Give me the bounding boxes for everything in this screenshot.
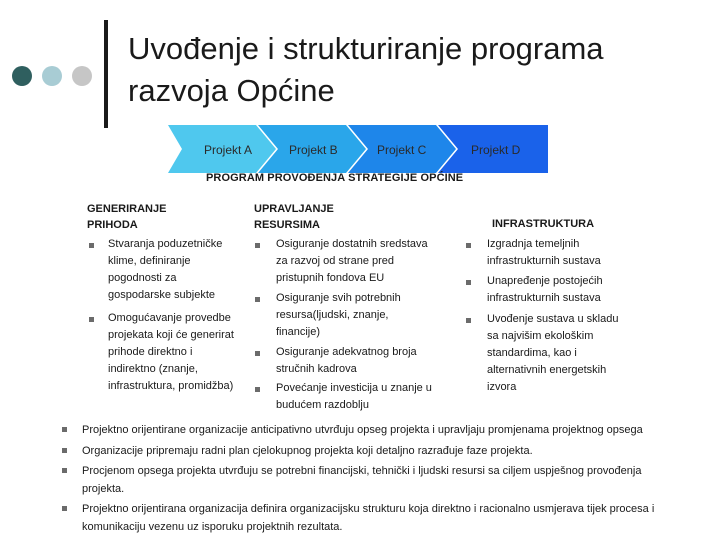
bullet-marker — [255, 351, 260, 356]
bullet-marker — [466, 243, 471, 248]
page-title — [128, 28, 604, 112]
col2-item-3 — [276, 344, 456, 378]
bottom-bullet-2-line: Organizacije pripremaju radni plan cjelokupnog projekta koji detaljno razrađuje faze projekta. — [82, 445, 533, 457]
col1-heading-line2: PRIHODA — [87, 219, 138, 231]
title-line-1: Uvođenje i strukturiranje programa — [128, 31, 604, 66]
col3-item-1-line: infrastrukturnih sustava — [487, 255, 601, 267]
bullet-marker — [255, 243, 260, 248]
bullet-marker — [89, 243, 94, 248]
dot-dark — [12, 66, 32, 86]
decorative-dots — [12, 66, 92, 86]
col3-item-1-line: Izgradnja temeljnih — [487, 238, 580, 250]
bottom-bullet-2 — [62, 442, 710, 460]
bottom-bullet-3-line: Procjenom opsega projekta utvrđuju se potrebni financijski, tehnički i ljudski resursi sa ciljem uspješnog provođenja — [82, 465, 642, 477]
bullet-marker — [89, 317, 94, 322]
col3-item-1 — [487, 236, 667, 270]
col2-item-1 — [276, 236, 456, 287]
col2-item-3-line: stručnih kadrova — [276, 363, 357, 375]
col1-item-2-line: prihode direktno i — [108, 346, 193, 358]
bottom-bullet-4-line: komunikaciju vezenu uz isporuku projektnih rezultata. — [82, 521, 343, 533]
dot-grey — [72, 66, 92, 86]
col2-item-1-line: Osiguranje dostatnih sredstava — [276, 238, 428, 250]
col2-item-4-line: Povećanje investicija u znanje u — [276, 382, 432, 394]
program-label: PROGRAM PROVOĐENJA STRATEGIJE OPĆINE — [206, 172, 464, 184]
chevron-label-d: Projekt D — [471, 143, 521, 157]
bottom-bullet-3 — [62, 462, 710, 498]
bullet-marker — [466, 318, 471, 323]
bullet-marker — [62, 427, 67, 432]
col3-item-2-line: infrastrukturnih sustava — [487, 292, 601, 304]
col1-item-2-line: Omogućavanje provedbe — [108, 312, 231, 324]
dot-light-blue — [42, 66, 62, 86]
chevron-label-c: Projekt C — [377, 143, 427, 157]
col3-item-2 — [487, 273, 667, 307]
bullet-marker — [62, 448, 67, 453]
col-heading-upravljanje — [254, 201, 334, 233]
col3-item-3 — [487, 311, 667, 396]
col3-item-3-line: Uvođenje sustava u skladu — [487, 313, 619, 325]
col1-item-1 — [108, 236, 258, 304]
bottom-bullet-4-line: Projektno orijentirana organizacija definira organizacijsku strukturu koja direktno i racionalno usmjerava tijek procesa i — [82, 503, 655, 515]
bottom-bullet-1 — [62, 421, 710, 439]
title-line-2: razvoja Općine — [128, 73, 335, 108]
col3-item-3-line: izvora — [487, 381, 517, 393]
col1-heading-line1: GENERIRANJE — [87, 203, 167, 215]
bullet-marker — [255, 387, 260, 392]
chevron-label-b: Projekt B — [289, 143, 338, 157]
col2-item-2-line: resursa(ljudski, znanje, — [276, 309, 389, 321]
col2-item-2 — [276, 290, 456, 341]
col2-heading-line1: UPRAVLJANJE — [254, 203, 334, 215]
col1-item-1-line: klime, definiranje — [108, 255, 191, 267]
col3-item-3-line: standardima, kao i — [487, 347, 577, 359]
col1-item-2-line: infrastruktura, promidžba) — [108, 380, 234, 392]
col1-item-2 — [108, 310, 258, 395]
chevron-label-a: Projekt A — [204, 143, 253, 157]
col-heading-generiranje — [87, 201, 166, 233]
col2-heading-line2: RESURSIMA — [254, 219, 321, 231]
title-divider — [104, 20, 108, 128]
bullet-marker — [62, 468, 67, 473]
col1-item-2-line: indirektno (znanje, — [108, 363, 198, 375]
col2-item-3-line: Osiguranje adekvatnog broja — [276, 346, 417, 358]
bullet-marker — [255, 297, 260, 302]
col2-item-2-line: Osiguranje svih potrebnih — [276, 292, 401, 304]
col2-item-4 — [276, 380, 460, 414]
bottom-bullet-1-line: Projektno orijentirane organizacije anticipativno utvrđuju opseg projekta i upravljaju promjenama projektnog opsega — [82, 424, 643, 436]
bottom-bullet-3-line: projekta. — [82, 483, 125, 495]
col1-item-2-line: projekata koji će generirat — [108, 329, 234, 341]
col3-heading: INFRASTRUKTURA — [492, 218, 595, 230]
col3-item-2-line: Unapređenje postojećih — [487, 275, 603, 287]
bullet-marker — [62, 506, 67, 511]
col2-item-1-line: pristupnih fondova EU — [276, 272, 385, 284]
col2-item-4-line: budućem razdoblju — [276, 399, 369, 411]
bottom-bullet-4 — [62, 500, 710, 536]
bullet-marker — [466, 280, 471, 285]
col2-item-1-line: za razvoj od strane pred — [276, 255, 395, 267]
col1-item-1-line: pogodnosti za — [108, 272, 177, 284]
col3-item-3-line: alternativnih energetskih — [487, 364, 607, 376]
col2-item-2-line: financije) — [276, 326, 321, 338]
col1-item-1-line: gospodarske subjekte — [108, 289, 216, 301]
col3-item-3-line: sa najvišim ekološkim — [487, 330, 594, 342]
col-heading-infrastruktura — [492, 216, 594, 232]
col1-item-1-line: Stvaranja poduzetničke — [108, 238, 223, 250]
